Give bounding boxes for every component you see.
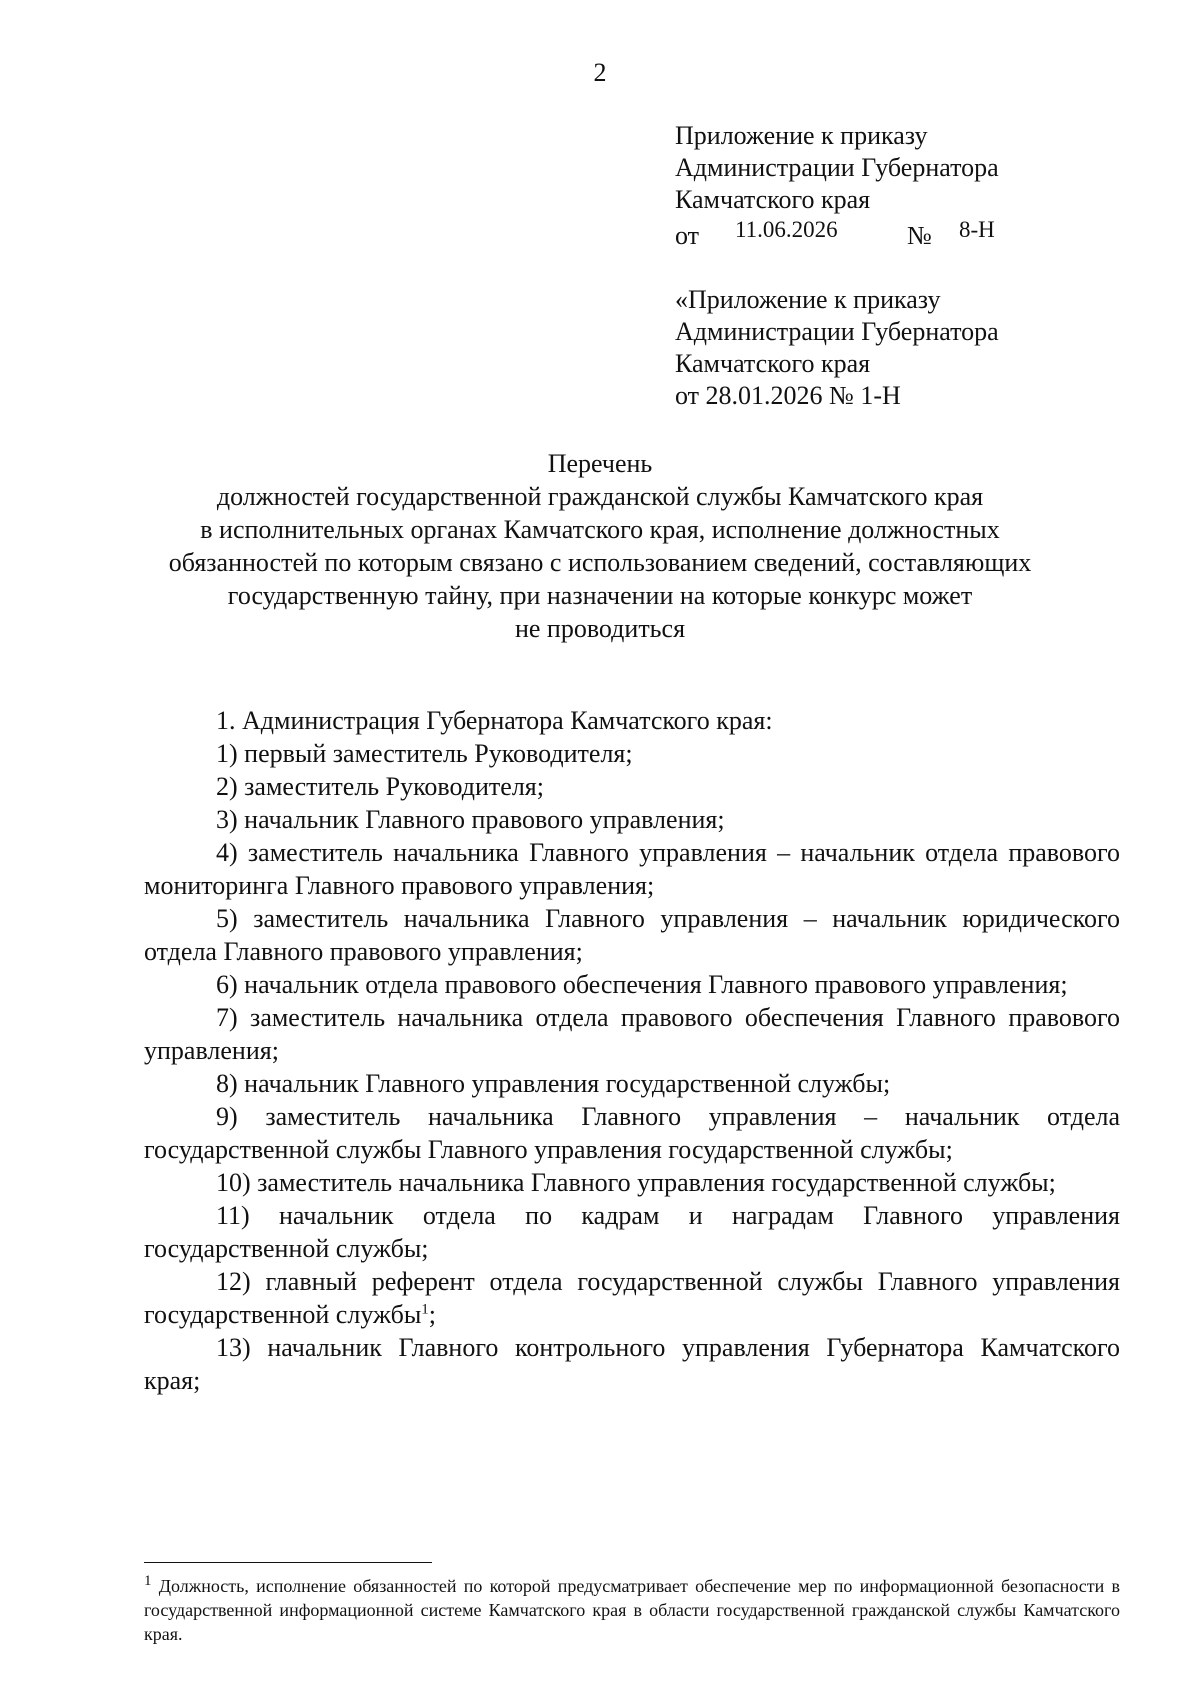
list-item: 5) заместитель начальника Главного управления – начальник юридического отдела Главного правового управления; — [144, 904, 1120, 966]
document-title — [120, 447, 1080, 645]
section-heading: 1. Администрация Губернатора Камчатского края: — [216, 706, 773, 735]
list-item: 3) начальник Главного правового управления; — [216, 805, 725, 834]
title-line-4: обязанностей по которым связано с использованием сведений, составляющих — [168, 548, 1032, 577]
order-details — [675, 216, 999, 250]
footnote-separator — [144, 1562, 432, 1563]
title-line-3: в исполнительных органах Камчатского края, исполнение должностных — [200, 515, 1000, 544]
order-date: 11.06.2026 — [735, 217, 838, 242]
list-item-punctuation: ; — [428, 1300, 437, 1329]
list-item-with-footnote — [144, 1265, 1120, 1331]
attachment-line-1: Приложение к приказу — [675, 121, 928, 150]
order-from-label: от — [675, 221, 700, 250]
title-line-2: должностей государственной гражданской службы Камчатского края — [216, 482, 984, 511]
original-attachment-header — [675, 284, 999, 412]
attachment-line-2: Администрации Губернатора — [675, 153, 999, 182]
title-line-5: государственную тайну, при назначении на которые конкурс может — [227, 581, 973, 610]
list-item: 2) заместитель Руководителя; — [216, 772, 544, 801]
footnote — [144, 1574, 1120, 1646]
footnote-text: Должность, исполнение обязанностей по которой предусматривает обеспечение мер по информационной безопасности в государственной информационной системе Камчатского края в области государственной гражданской службы Камчатского края. — [144, 1576, 1121, 1644]
original-attachment-line-1: «Приложение к приказу — [675, 285, 941, 314]
list-item: 7) заместитель начальника отдела правового обеспечения Главного правового управления; — [144, 1003, 1120, 1065]
attachment-line-3: Камчатского края — [675, 185, 871, 214]
title-line-1: Перечень — [547, 449, 653, 478]
list-item-text: 12) главный референт отдела государственной службы Главного управления государственной службы — [144, 1267, 1120, 1329]
list-item: 11) начальник отдела по кадрам и наградам Главного управления государственной службы; — [144, 1201, 1120, 1263]
list-item: 9) заместитель начальника Главного управления – начальник отдела государственной службы Главного управления государственной службы; — [144, 1102, 1120, 1164]
original-attachment-line-4: от 28.01.2026 № 1-Н — [675, 381, 901, 410]
list-item: 10) заместитель начальника Главного управления государственной службы; — [216, 1168, 1056, 1197]
positions-list — [144, 704, 1120, 1397]
page-number: 2 — [593, 58, 607, 87]
list-item: 4) заместитель начальника Главного управления – начальник отдела правового мониторинга Главного правового управления; — [144, 838, 1120, 900]
order-number-label: № — [907, 221, 932, 250]
list-item: 1) первый заместитель Руководителя; — [216, 739, 633, 768]
footnote-reference[interactable]: 1 — [421, 1301, 429, 1318]
order-number: 8-Н — [959, 217, 995, 242]
list-item: 8) начальник Главного управления государственной службы; — [216, 1069, 891, 1098]
original-attachment-line-3: Камчатского края — [675, 349, 871, 378]
list-item: 13) начальник Главного контрольного управления Губернатора Камчатского края; — [144, 1333, 1120, 1395]
list-item: 6) начальник отдела правового обеспечения Главного правового управления; — [216, 970, 1068, 999]
footnote-marker: 1 — [144, 1573, 152, 1589]
attachment-header — [675, 120, 999, 250]
title-line-6: не проводиться — [514, 614, 686, 643]
original-attachment-line-2: Администрации Губернатора — [675, 317, 999, 346]
